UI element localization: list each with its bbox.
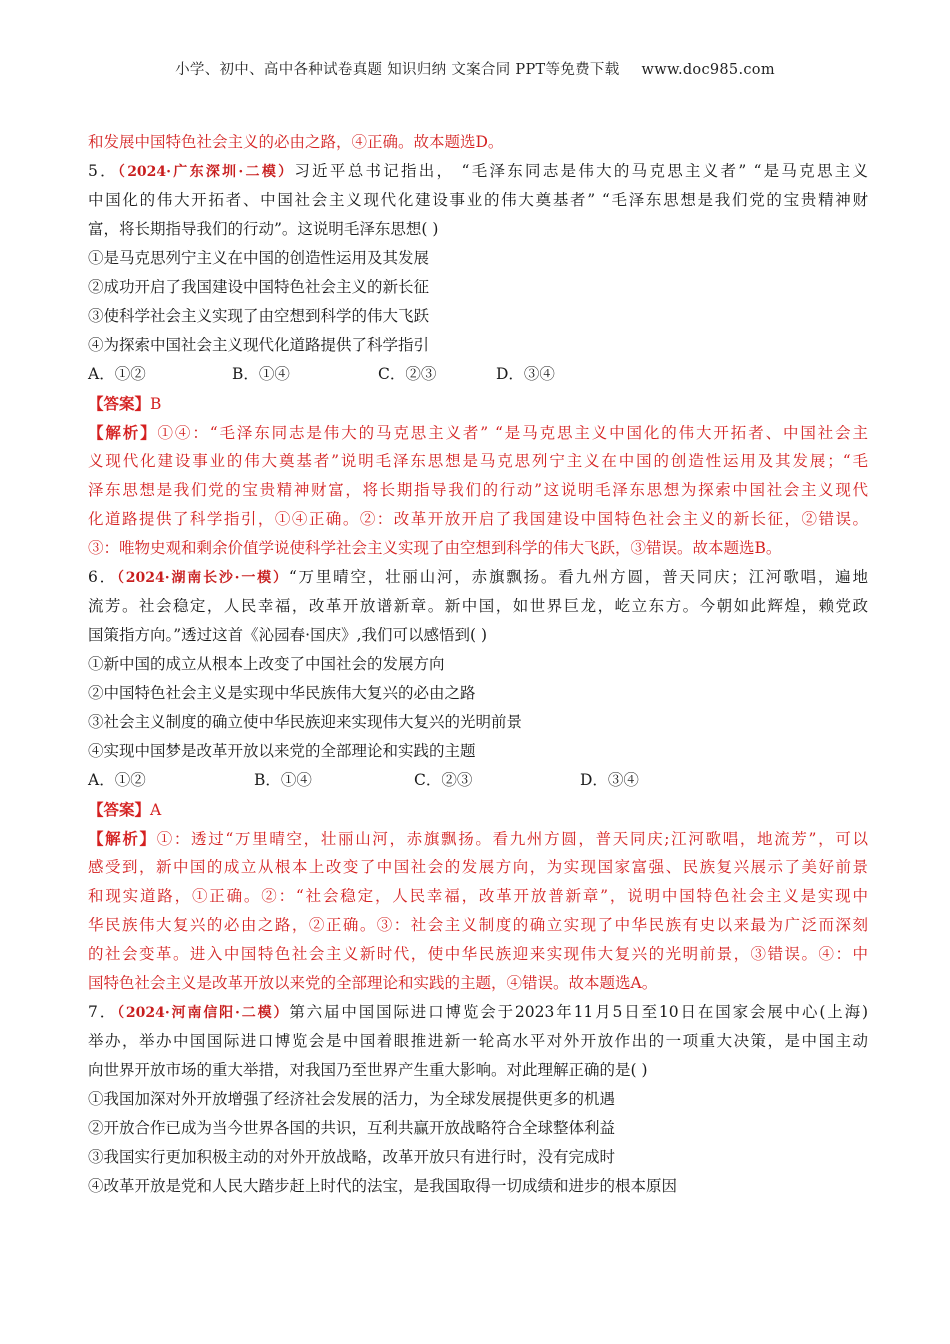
q5-option-b: B．①④	[232, 365, 290, 383]
q5-statement-3: ③使科学社会主义实现了由空想到科学的伟大飞跃	[88, 307, 430, 325]
q5-analysis-line-2: 义现代化建设事业的伟大奠基者”说明毛泽东思想是马克思列宁主义在中国的创造性运用及其发展；“毛	[88, 452, 868, 470]
q6-source: （2024·湖南长沙·一模）	[116, 570, 289, 586]
q6-analysis-line-6: 国特色社会主义是改革开放以来党的全部理论和实践的主题，④错误。故本题选A。	[88, 974, 658, 992]
q6-statement-2: ②中国特色社会主义是实现中华民族伟大复兴的必由之路	[88, 684, 476, 702]
q6-answer	[88, 795, 868, 824]
q6-analysis-line-3: 和现实道路，①正确。②：“社会稳定，人民幸福，改革开放普新章”，说明中国特色社会主义是实现中	[88, 887, 868, 905]
carryover-line: 和发展中国特色社会主义的必由之路，④正确。故本题选D。	[88, 133, 504, 151]
q5-answer	[88, 389, 868, 418]
q5-stem-text-1: 习近平总书记指出， “毛泽东同志是伟大的马克思主义者” “是马克思主义	[294, 162, 868, 180]
q6-option-c: C．②③	[414, 771, 473, 789]
q6-number: 6．	[88, 568, 117, 586]
q7-stem-line-2: 举办，举办中国国际进口博览会是中国着眼推进新一轮高水平对外开放作出的一项重大决策，是中国主动	[88, 1032, 868, 1050]
q7-source: （2024·河南信阳·二模）	[117, 1005, 290, 1021]
q5-analysis-line-4: 化道路提供了科学指引，①④正确。②：改革开放开启了我国建设中国特色社会主义的新长征，②错误。	[88, 510, 868, 528]
q7-number: 7．	[88, 1003, 118, 1021]
q5-options	[88, 360, 868, 389]
q7-stem-text-1: 第六届中国国际进口博览会于2023年11月5日至10日在国家会展中心(上海)	[289, 1003, 868, 1021]
q6-analysis-line-2: 感受到，新中国的成立从根本上改变了中国社会的发展方向，为实现国家富强、民族复兴展示了美好前景	[88, 858, 868, 876]
q6-options	[88, 766, 868, 795]
q5-analysis-line-5: ③：唯物史观和剩余价值学说使科学社会主义实现了由空想到科学的伟大飞跃，③错误。故本题选B。	[88, 539, 782, 557]
q6-stem-line-1	[88, 563, 868, 592]
q7-stem-line-1	[88, 998, 868, 1027]
q6-stem-text-1: “万里晴空，壮丽山河，赤旗飘扬。看九州方圆，普天同庆；江河歌唱，遍地	[288, 568, 868, 586]
q6-statement-4: ④实现中国梦是改革开放以来党的全部理论和实践的主题	[88, 742, 476, 760]
q6-analysis-label: 【解析】	[88, 829, 157, 848]
q7-statement-1: ①我国加深对外开放增强了经济社会发展的活力，为全球发展提供更多的机遇	[88, 1090, 616, 1108]
header-text: 小学、初中、高中各种试卷真题 知识归纳 文案合同 PPT等免费下载	[175, 62, 620, 78]
q5-analysis-text-1: ①④：“毛泽东同志是伟大的马克思主义者” “是马克思主义中国化的伟大开拓者、中国社会主	[157, 424, 868, 442]
q6-answer-label: 【答案】	[88, 800, 151, 819]
q5-stem-line-1	[88, 157, 868, 186]
q6-option-d: D．③④	[580, 771, 639, 789]
q6-statement-1: ①新中国的成立从根本上改变了中国社会的发展方向	[88, 655, 445, 673]
q5-statement-2: ②成功开启了我国建设中国特色社会主义的新长征	[88, 278, 430, 296]
q6-analysis-line-1	[88, 824, 868, 853]
q5-analysis-line-1	[88, 418, 868, 447]
q5-answer-value: B	[150, 395, 162, 413]
q5-statement-4: ④为探索中国社会主义现代化道路提供了科学指引	[88, 336, 430, 354]
q5-number: 5．	[88, 162, 118, 180]
q6-option-b: B．①④	[254, 771, 312, 789]
q7-stem-line-3: 向世界开放市场的重大举措，对我国乃至世界产生重大影响。对此理解正确的是( )	[88, 1061, 648, 1079]
q6-stem-line-2: 流芳。社会稳定，人民幸福，改革开放谱新章。新中国，如世界巨龙，屹立东方。今朝如此辉煌，赖党政	[88, 597, 868, 615]
q7-statement-3: ③我国实行更加积极主动的对外开放战略，改革开放只有进行时，没有完成时	[88, 1148, 616, 1166]
q5-stem-line-2: 中国化的伟大开拓者、中国社会主义现代化建设事业的伟大奠基者” “毛泽东思想是我们党的宝贵精神财	[88, 191, 868, 209]
q6-analysis-text-1: ①：透过“万里晴空，壮丽山河，赤旗飘扬。看九州方圆，普天同庆;江河歌唱，地流芳”，可以	[156, 830, 868, 848]
q5-option-a: A．①②	[88, 365, 146, 383]
q5-source: （2024·广东深圳·二模）	[117, 164, 295, 180]
q5-statement-1: ①是马克思列宁主义在中国的创造性运用及其发展	[88, 249, 430, 267]
q7-statement-4: ④改革开放是党和人民大踏步赶上时代的法宝，是我国取得一切成绩和进步的根本原因	[88, 1177, 678, 1195]
page-content	[88, 128, 868, 1201]
q6-statement-3: ③社会主义制度的确立使中华民族迎来实现伟大复兴的光明前景	[88, 713, 523, 731]
q6-analysis-line-4: 华民族伟大复兴的必由之路，②正确。③：社会主义制度的确立实现了中华民族有史以来最为广泛而深刻	[88, 916, 868, 934]
q5-option-d: D．③④	[496, 365, 555, 383]
q5-analysis-label: 【解析】	[88, 423, 158, 442]
q5-stem-line-3: 富，将长期指导我们的行动”。这说明毛泽东思想( )	[88, 220, 439, 238]
q6-stem-line-3: 国策指方向。”透过这首《沁园春·国庆》,我们可以感悟到( )	[88, 626, 488, 644]
q5-analysis-line-3: 泽东思想是我们党的宝贵精神财富，将长期指导我们的行动”这说明毛泽东思想为探索中国社会主义现代	[88, 481, 868, 499]
q6-answer-value: A	[150, 801, 162, 819]
q6-analysis-line-5: 的社会变革。进入中国特色社会主义新时代，使中华民族迎来实现伟大复兴的光明前景，③错误。④：中	[88, 945, 868, 963]
page-header	[0, 58, 950, 79]
q5-answer-label: 【答案】	[88, 394, 151, 413]
q7-statement-2: ②开放合作已成为当今世界各国的共识，互利共赢开放战略符合全球整体利益	[88, 1119, 616, 1137]
q6-option-a: A．①②	[88, 771, 146, 789]
header-url: www.doc985.com	[641, 62, 775, 78]
q5-option-c: C．②③	[378, 365, 437, 383]
